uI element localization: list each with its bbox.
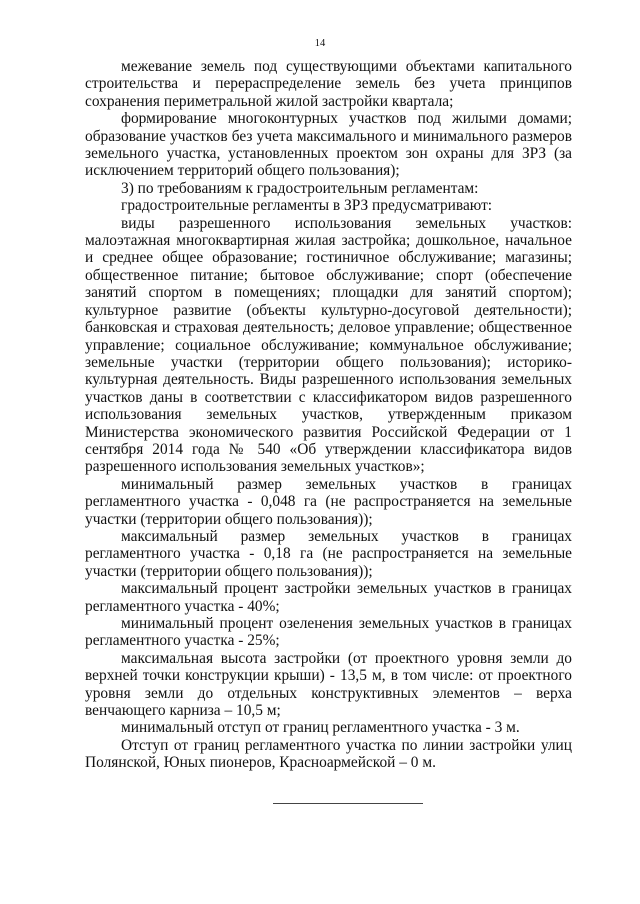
- paragraph-multi-contour-plots: формирование многоконтурных участков под жилыми домами; образование участков без учета максимального и минимального размеров земельного участка, установленных проектом зон охраны для ЗРЗ (за исключением территорий общего пользования);: [85, 110, 572, 180]
- paragraph-min-greening-percent: минимальный процент озеленения земельных участков в границах регламентного участка - 25%;: [85, 615, 572, 650]
- paragraph-min-plot-size: минимальный размер земельных участков в границах регламентного участка - 0,048 га (не распространяется на земельные участки (территории общего пользования));: [85, 475, 572, 528]
- paragraph-regulations-intro: градостроительные регламенты в ЗРЗ предусматривают:: [121, 197, 493, 215]
- document-body: [85, 58, 572, 772]
- paragraph-max-height: максимальная высота застройки (от проектного уровня земли до верхней точки конструкции крыши) - 13,5 м, в том числе: от проектного уровня земли до отдельных конструктивных элементов – верха венчающего карниза – 10,5 м;: [85, 649, 572, 720]
- paragraph-land-surveying: межевание земель под существующими объектами капитального строительства и перераспределение земель без учета принципов сохранения периметральной жилой застройки квартала;: [85, 58, 572, 110]
- paragraph-urban-regulations-heading: 3) по требованиям к градостроительным регламентам:: [121, 179, 479, 197]
- footer-divider: [273, 803, 423, 804]
- paragraph-street-setback: Отступ от границ регламентного участка по линии застройки улиц Полянской, Юных пионеров, Красноармейской – 0 м.: [85, 736, 572, 772]
- paragraph-permitted-uses: виды разрешенного использования земельных участков: малоэтажная многоквартирная жилая застройка; дошкольное, начальное и среднее общее образование; гостиничное обслуживание; магазины; общественное питание; бытовое обслуживание; спорт (обеспечение занятий спортом в помещениях; площадки для занятий спортом); культурное развитие (объекты культурно-досуговой деятельности); банковская и страховая деятельность; деловое управление; общественное управление; социальное обслуживание; коммунальное обслуживание; земельные участки (территории общего пользования); историко-культурная деятельность. Виды разрешенного использования земельных участков даны в соответствии с классификатором видов разрешенного использования земельных участков, утвержденным приказом Министерства экономического развития Российской Федерации от 1 сентября 2014 года № 540 «Об утверждении классификатора видов разрешенного использования земельных участков»;: [85, 214, 572, 476]
- page-number: 14: [314, 38, 326, 49]
- paragraph-min-setback: минимальный отступ от границ регламентного участка - 3 м.: [121, 719, 520, 737]
- paragraph-max-building-percent: максимальный процент застройки земельных участков в границах регламентного участка - 40%;: [85, 580, 572, 615]
- paragraph-max-plot-size: максимальный размер земельных участков в границах регламентного участка - 0,18 га (не распространяется на земельные участки (территории общего пользования));: [85, 527, 572, 580]
